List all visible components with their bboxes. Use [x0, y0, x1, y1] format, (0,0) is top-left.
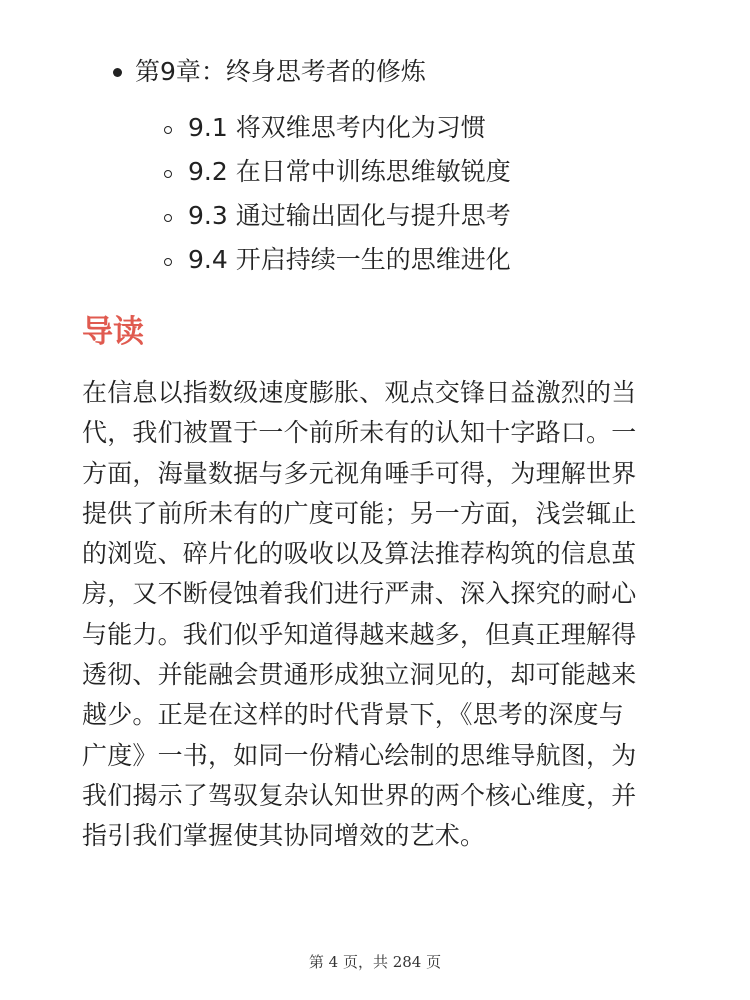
paragraph-line: 代，我们被置于一个前所未有的认知十字路口。一 — [82, 418, 637, 448]
paragraph-line: 与能力。我们似乎知道得越来越多，但真正理解得 — [82, 619, 637, 649]
toc-section-item: 9.2 在日常中训练思维敏锐度 — [188, 157, 511, 186]
paragraph-line: 我们揭示了驾驭复杂认知世界的两个核心维度，并 — [82, 780, 637, 810]
section-heading: 导读 — [82, 314, 144, 350]
hollow-bullet-icon — [164, 170, 172, 178]
hollow-bullet-icon — [164, 258, 172, 266]
paragraph-line: 的浏览、碎片化的吸收以及算法推荐构筑的信息茧 — [82, 539, 637, 569]
intro-paragraph — [82, 373, 672, 857]
paragraph-line: 透彻、并能融会贯通形成独立洞见的，却可能越来 — [82, 660, 637, 690]
hollow-bullet-icon — [164, 214, 172, 222]
toc-section-item: 9.3 通过输出固化与提升思考 — [188, 201, 511, 230]
paragraph-line: 指引我们掌握使其协同增效的艺术。 — [82, 821, 486, 851]
paragraph-line: 房，又不断侵蚀着我们进行严肃、深入探究的耐心 — [82, 579, 637, 609]
paragraph-line: 广度》一书，如同一份精心绘制的思维导航图，为 — [82, 740, 637, 770]
page-number-footer: 第 4 页，共 284 页 — [308, 953, 442, 971]
paragraph-line: 方面，海量数据与多元视角唾手可得，为理解世界 — [82, 458, 637, 488]
toc-chapter-item: 第9章：终身思考者的修炼 — [135, 57, 426, 86]
bullet-dot-icon — [113, 68, 122, 77]
hollow-bullet-icon — [164, 126, 172, 134]
paragraph-line: 提供了前所未有的广度可能；另一方面，浅尝辄止 — [82, 498, 637, 528]
toc-section-item: 9.1 将双维思考内化为习惯 — [188, 113, 486, 142]
paragraph-line: 越少。正是在这样的时代背景下，《思考的深度与 — [82, 700, 624, 730]
paragraph-line: 在信息以指数级速度膨胀、观点交锋日益激烈的当 — [82, 378, 637, 407]
toc-section-item: 9.4 开启持续一生的思维进化 — [188, 245, 511, 274]
